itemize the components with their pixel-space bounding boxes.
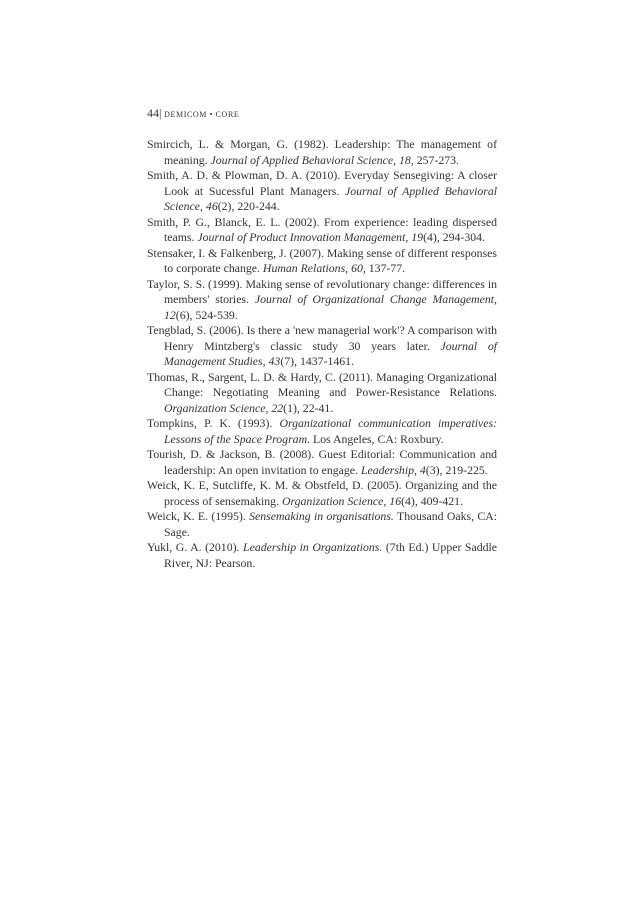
reference-text: Yukl, G. A. (2010).: [147, 540, 244, 554]
reference-entry: [147, 416, 497, 447]
reference-entry: [147, 478, 497, 509]
reference-source-italic: Journal of Applied Behavioral Science, 46: [164, 183, 498, 213]
reference-text: (6), 524-539.: [175, 307, 238, 322]
reference-source-italic: Organizational communication imperatives: Lessons of the Space Program.: [164, 416, 497, 446]
reference-source-italic: Organization Science, 22: [164, 400, 284, 415]
reference-entry: [147, 323, 497, 370]
reference-source-italic: Journal of Management Studies, 43: [164, 338, 498, 368]
reference-text: (7th Ed.) Upper Saddle River, NJ: Pearson.: [164, 540, 498, 570]
reference-source-italic: Journal of Product Innovation Management, 19: [197, 230, 424, 244]
reference-text: Smith, P. G., Blanck, E. L. (2002). From experience: leading dispersed teams.: [147, 214, 497, 244]
reference-text: (1), 22-41.: [283, 400, 334, 415]
reference-entry: [147, 447, 497, 478]
reference-entry: [147, 509, 497, 540]
journal-name: DEMICOM • CORE: [164, 110, 240, 119]
reference-source-italic: Human Relations, 60,: [262, 261, 366, 275]
reference-text: Weick, K. E. (1995).: [147, 509, 250, 523]
reference-source-italic: Organization Science, 16: [281, 493, 402, 508]
reference-entry: [147, 168, 497, 215]
reference-text: (4), 294-304.: [423, 230, 485, 244]
reference-text: Stensaker, I. & Falkenberg, J. (2007). Making sense of different responses to corporate change.: [147, 245, 497, 275]
reference-text: (3), 219-225.: [425, 462, 488, 477]
reference-text: Tengblad, S. (2006). Is there a 'new managerial work'? A comparison with Henry Mintzberg's classic study 30 years later.: [147, 323, 497, 353]
reference-text: Smith, A. D. & Plowman, D. A. (2010). Everyday Sensegiving: A closer Look at Sucessful Plant Managers.: [147, 168, 497, 198]
reference-text: 137-77.: [365, 261, 406, 275]
reference-text: Tourish, D. & Jackson, B. (2008). Guest Editorial: Communication and leadership: An open invitation to engage.: [147, 447, 497, 477]
reference-list: [147, 137, 497, 571]
reference-text: (7), 1437-1461.: [280, 354, 355, 368]
reference-entry: [147, 370, 497, 417]
reference-entry: [147, 540, 497, 571]
reference-source-italic: Journal of Applied Behavioral Science, 18,: [210, 152, 414, 167]
reference-text: 257-273.: [413, 152, 459, 167]
reference-text: Weick, K. E, Sutcliffe, K. M. & Obstfeld, D. (2005). Organizing and the process of sensemaking.: [147, 478, 497, 508]
reference-text: Tompkins, P. K. (1993).: [147, 416, 280, 430]
reference-entry: [147, 137, 497, 168]
running-header: [147, 106, 239, 121]
reference-text: (4), 409-421.: [401, 493, 464, 508]
reference-source-italic: Leadership in Organizations.: [243, 540, 383, 554]
page-number: 44|: [147, 106, 162, 120]
reference-source-italic: Journal of Organizational Change Management, 12: [164, 292, 498, 322]
reference-entry: [147, 215, 497, 246]
reference-source-italic: Sensemaking in organisations.: [249, 509, 394, 523]
reference-entry: [147, 277, 497, 324]
reference-text: Smircich, L. & Morgan, G. (1982). Leadership: The management of meaning.: [147, 137, 497, 167]
reference-entry: [147, 246, 497, 277]
reference-source-italic: Leadership, 4: [360, 462, 426, 477]
reference-text: Taylor, S. S. (1999). Making sense of revolutionary change: differences in members' stories.: [147, 276, 497, 306]
reference-text: Thomas, R., Sargent, L. D. & Hardy, C. (2011). Managing Organizational Change: Negotiating Meaning and Power-Resistance Relations.: [147, 369, 497, 399]
reference-text: Thousand Oaks, CA: Sage.: [164, 509, 498, 539]
reference-text: (2), 220-244.: [217, 199, 280, 213]
reference-text: Los Angeles, CA: Roxbury.: [310, 431, 444, 446]
